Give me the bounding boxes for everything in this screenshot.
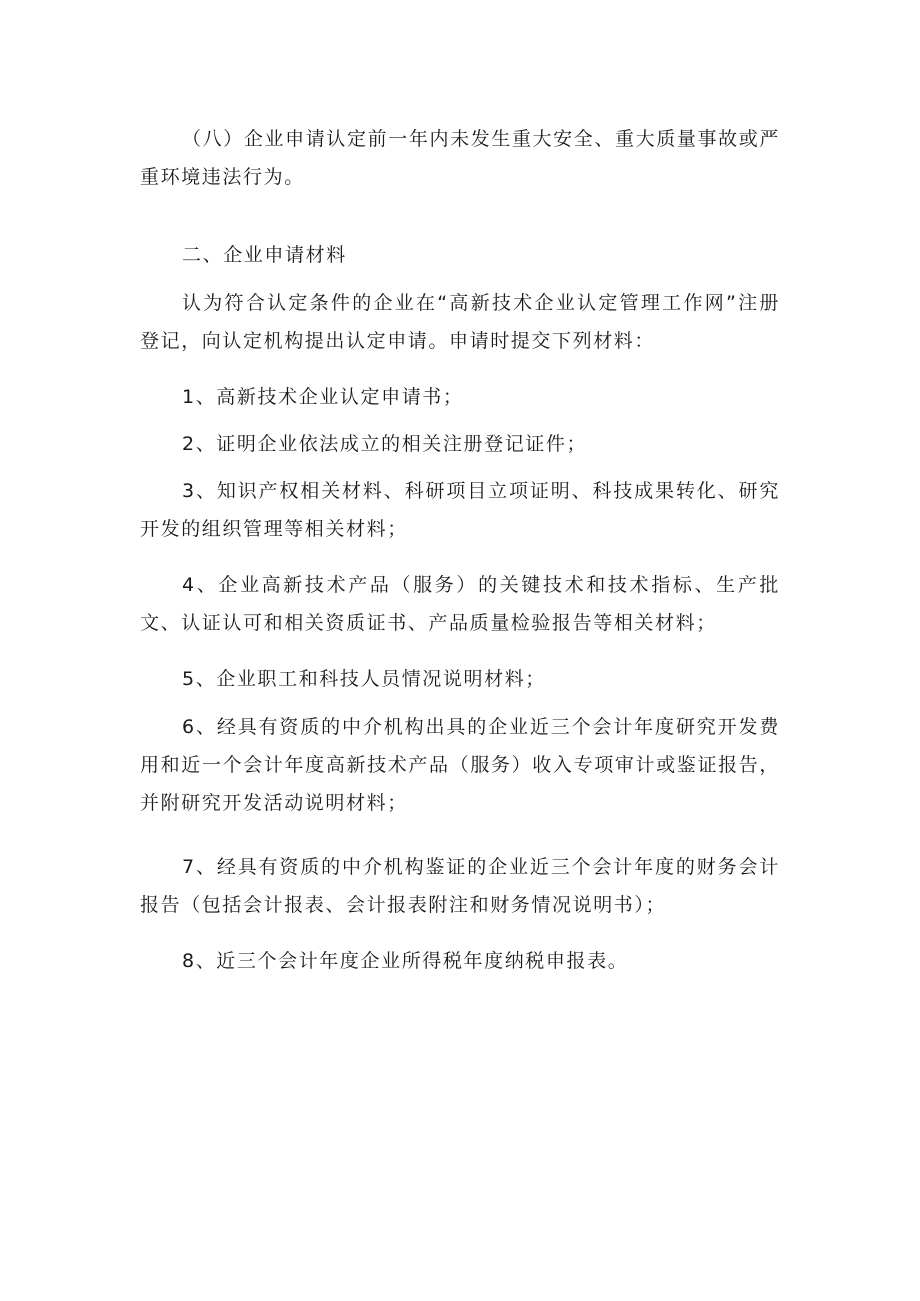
- section-heading: 二、企业申请材料: [182, 244, 347, 266]
- section-8-paragraph: （八）企业申请认定前一年内未发生重大安全、重大质量事故或严重环境违法行为。: [140, 128, 780, 188]
- list-item: 5、企业职工和科技人员情况说明材料；: [182, 668, 546, 690]
- list-item: 7、经具有资质的中介机构鉴证的企业近三个会计年度的财务会计报告（包括会计报表、会计报表附注和财务情况说明书）；: [140, 856, 780, 916]
- list-item: 1、高新技术企业认定申请书；: [182, 386, 464, 408]
- list-item: 4、企业高新技术产品（服务）的关键技术和技术指标、生产批文、认证认可和相关资质证书、产品质量检验报告等相关材料；: [140, 574, 780, 634]
- list-item: 8、近三个会计年度企业所得税年度纳税申报表。: [182, 950, 629, 972]
- list-item: 3、知识产权相关材料、科研项目立项证明、科技成果转化、研究开发的组织管理等相关材料；: [140, 480, 780, 540]
- list-item: 2、证明企业依法成立的相关注册登记证件；: [182, 433, 588, 455]
- intro-paragraph: 认为符合认定条件的企业在“高新技术企业认定管理工作网”注册登记，向认定机构提出认定申请。申请时提交下列材料：: [140, 292, 780, 352]
- list-item: 6、经具有资质的中介机构出具的企业近三个会计年度研究开发费用和近一个会计年度高新技术产品（服务）收入专项审计或鉴证报告，并附研究开发活动说明材料；: [140, 716, 780, 814]
